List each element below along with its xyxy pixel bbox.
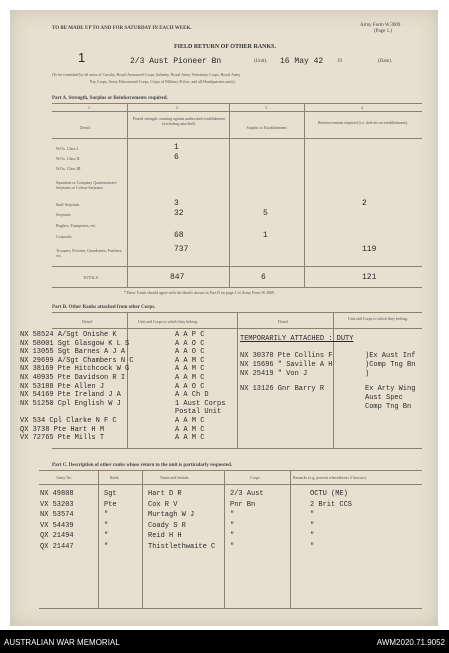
part-b-header-unit-right: Unit and Corps to which they belong. — [347, 316, 409, 321]
attached-row-unit: A A O C — [175, 348, 205, 357]
attached-row-detail: NX 54169 Pte Ireland J A — [20, 391, 121, 400]
requested-row-name: Coady S R — [148, 521, 186, 530]
part-a-row-surplus: 5 — [263, 209, 268, 218]
part-c-header-remarks: Remarks (e.g. present whereabouts if known). — [293, 475, 367, 480]
part-a-row-reinforcements: 2 — [362, 199, 367, 208]
attached-row-unit: A A M C — [175, 356, 205, 365]
part-a-heading: Part A. Strength, Surplus or Reinforcements required. — [52, 96, 168, 101]
header-posted-strength: Posted strength counting against authorized establishment (excluding attached). — [132, 116, 226, 126]
totals-reinforcements: 121 — [362, 273, 377, 282]
temp-attached-row-unit: ) — [365, 370, 370, 378]
attached-row-unit: Postal Unit — [175, 408, 222, 417]
temporarily-attached-heading: TEMPORARILY ATTACHED : DUTY — [240, 335, 354, 343]
requested-row-name: Cox R V — [148, 500, 178, 509]
attached-row-unit: A A O C — [175, 382, 205, 391]
requested-row-rank: Pte — [104, 500, 117, 509]
part-a-row-posted: 3 — [174, 199, 179, 208]
requested-row-corps: " — [230, 542, 235, 551]
part-a-row-detail: W.Os. Class III. — [56, 166, 82, 171]
totals-posted: 847 — [170, 273, 185, 282]
unit-name: 2/3 Aust Pioneer Bn — [130, 57, 222, 66]
requested-row-rank: " — [104, 542, 109, 551]
document-page — [10, 10, 438, 626]
handwritten-mark: 1 — [78, 50, 86, 65]
temp-attached-row-unit: )Comp Tng Bn — [365, 361, 416, 369]
requested-row-army-no: QX 21494 — [40, 532, 74, 540]
col-num-3: 3 — [265, 105, 267, 110]
attached-row-unit: A A Ch D — [175, 391, 209, 400]
note-line-1: (To be furnished by all units of Cavalry, Royal Armoured Corps, Infantry, Royal Army Veterinary Corps, Royal Army — [52, 72, 241, 77]
note-line-2: Pay Corps, Army Educational Corps, Corps of Military Police, and all Headquarters units). — [90, 79, 236, 84]
part-b-heading: Part B. Other Ranks attached from other Corps. — [52, 305, 156, 310]
form-title: FIELD RETURN OF OTHER RANKS. — [174, 44, 276, 50]
attached-row-detail: NX 13055 Sgt Barnes A J A — [20, 348, 126, 357]
attached-row-unit: A A M C — [175, 374, 205, 382]
temp-attached-row-detail: NX 15696 " Saville A H — [240, 361, 333, 369]
requested-row-name: Murtagh W J — [148, 511, 195, 519]
part-a-row-detail: Corporals — [56, 234, 72, 239]
part-a-row-posted: 32 — [174, 209, 184, 218]
return-date: 16 May 42 — [280, 57, 324, 66]
part-a-row-posted: 6 — [174, 153, 179, 162]
attached-row-detail: NX 51250 Cpl English W J — [20, 399, 121, 408]
part-b-header-unit-left: Unit and Corps to which they belong. — [138, 319, 199, 324]
requested-row-remarks: " — [310, 521, 315, 530]
temp-attached-row-detail: NX 30370 Pte Collins F — [240, 352, 333, 360]
requested-row-rank: " — [104, 521, 109, 530]
requested-row-rank: Sgt — [104, 490, 117, 498]
requested-row-army-no: NX 53574 — [40, 511, 74, 519]
requested-row-corps: " — [230, 511, 235, 519]
date-year: 19 — [337, 59, 342, 64]
attached-row-unit: A A M C — [175, 434, 205, 443]
page-number: (Page 1.) — [374, 29, 393, 34]
requested-row-remarks: OCTU (ME) — [310, 490, 348, 498]
requested-row-remarks: " — [310, 542, 315, 551]
part-a-row-detail: Buglers, Trumpeters, etc. — [56, 223, 97, 228]
attached-row-detail: NX 58001 Sgt Glasgow K L S — [20, 339, 130, 348]
requested-row-corps: 2/3 Aust — [230, 490, 264, 498]
requested-row-name: Hart D R — [148, 490, 182, 498]
temp-attached-row-detail: NX 13126 Gnr Barry R — [240, 385, 325, 393]
attached-row-unit: A A M C — [175, 417, 205, 425]
requested-row-corps: Pnr Bn — [230, 500, 256, 509]
unit-label: (Unit). — [254, 59, 268, 64]
part-a-row-surplus: 1 — [263, 231, 268, 240]
temp-attached-row-unit: Ex Arty Wing — [365, 385, 416, 393]
requested-row-army-no: VX 53203 — [40, 500, 74, 509]
attached-row-detail: QX 3738 Pte Hart H M — [20, 425, 105, 434]
attached-row-detail: NX 40935 Pte Davidson R I — [20, 374, 126, 382]
totals-surplus: 6 — [261, 273, 266, 282]
part-a-row-reinforcements: 119 — [362, 245, 377, 254]
requested-row-army-no: QX 21447 — [40, 542, 74, 551]
part-b-header-detail-left: Detail. — [82, 319, 93, 324]
attached-row-unit: A A P C — [175, 331, 205, 339]
instruction-text: TO BE MADE UP TO AND FOR SATURDAY IN EACH WEEK. — [52, 26, 192, 31]
totals-label: TOTALS — [83, 275, 98, 280]
col-num-1: 1 — [88, 105, 90, 110]
attached-row-detail: NX 58524 A/Sgt Onishe K — [20, 331, 117, 339]
part-b-header-detail-right: Detail. — [278, 319, 289, 324]
attached-row-unit: A A M C — [175, 365, 205, 374]
requested-row-remarks: " — [310, 511, 315, 519]
part-a-row-posted: 1 — [174, 143, 179, 152]
requested-row-army-no: NX 49808 — [40, 490, 74, 498]
part-c-heading: Part C. Description of other ranks whose return to the unit is particularly requested. — [52, 463, 233, 468]
temp-attached-row-unit: Comp Tng Bn — [365, 403, 412, 411]
col-num-4: 4 — [361, 105, 363, 110]
temp-attached-row-unit: Aust Spec — [365, 394, 403, 402]
part-a-row-posted: 68 — [174, 231, 184, 240]
attached-row-detail: NX 53188 Pte Allen J — [20, 382, 105, 391]
temp-attached-row-unit: )Ex Aust Inf — [365, 352, 416, 360]
date-label: (Date). — [378, 59, 393, 64]
col-num-2: 2 — [176, 105, 178, 110]
requested-row-corps: " — [230, 521, 235, 530]
part-a-row-detail: Serjeants — [56, 212, 71, 217]
part-c-header-rank: Rank. — [110, 475, 120, 480]
attached-row-detail: NX 29699 A/Sgt Chambers N C — [20, 356, 134, 365]
header-reinforcements: Reinforcements required (i.e. deficits on establishment). — [318, 120, 408, 125]
part-a-row-detail: Staff Serjeants — [56, 202, 80, 207]
requested-row-corps: " — [230, 532, 235, 540]
requested-row-army-no: VX 54439 — [40, 521, 74, 530]
requested-row-rank: " — [104, 511, 109, 519]
temp-attached-row-detail: NX 25419 " Von J — [240, 370, 308, 378]
archive-footer — [0, 630, 449, 653]
part-c-header-name: Name and Initials. — [160, 475, 190, 480]
requested-row-name: Reid H H — [148, 532, 182, 540]
attached-row-unit: 1 Aust Corps — [175, 399, 226, 408]
attached-row-detail: NX 38169 Pte Hitchcock W G — [20, 365, 130, 374]
requested-row-name: Thistlethwaite C — [148, 542, 216, 551]
part-c-header-corps: Corps. — [250, 475, 261, 480]
part-c-header-army-no: Army No. — [56, 475, 73, 480]
requested-row-remarks: 2 Brit CCS — [310, 500, 353, 509]
part-a-row-detail: W.Os. Class II. — [56, 156, 81, 161]
attached-row-detail: VX 534 Cpl Clarke N F C — [20, 417, 117, 425]
part-a-row-detail: Troopers, Privates, Guardsmen, Fusiliers, etc. — [56, 248, 123, 258]
requested-row-remarks: " — [310, 532, 315, 540]
requested-row-rank: " — [104, 532, 109, 540]
part-a-row-posted: 737 — [174, 245, 189, 254]
part-a-row-detail: Squadron or Company Quartermaster-Serjeants or Colour-Serjeants — [56, 180, 118, 190]
attached-row-unit: A A M C — [175, 425, 205, 434]
header-detail: Detail. — [80, 125, 91, 130]
footer-institution: AUSTRALIAN WAR MEMORIAL — [4, 638, 120, 647]
footer-accession-number: AWM2020.71.9052 — [376, 638, 445, 647]
part-a-footnote: *These Totals should agree with the details shown in Part D on page 2 of Army Form W.3009. — [124, 290, 275, 295]
part-a-row-detail: W.Os. Class I. — [56, 146, 79, 151]
form-reference: Army Form W.3009 — [360, 23, 401, 28]
header-surplus: Surplus to Establishment. — [246, 125, 288, 130]
attached-row-unit: A A O C — [175, 339, 205, 348]
attached-row-detail: VX 72765 Pte Mills T — [20, 434, 105, 443]
